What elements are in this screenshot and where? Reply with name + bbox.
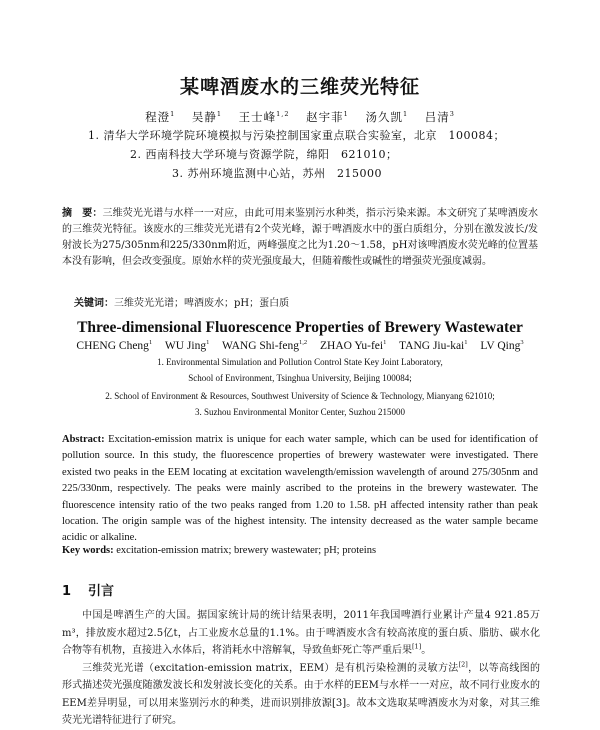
author-cn: 吴静$^1$ xyxy=(191,110,223,124)
section-title: 引言 xyxy=(88,584,115,599)
abstract-cn xyxy=(62,206,538,270)
authors-en xyxy=(0,340,600,352)
paper-title-cn: 某啤酒废水的三维荧光特征 xyxy=(179,76,420,98)
affiliation-en-2: 2. School of Environment & Resources, Southwest University of Science & Technology, Mianyang 621010; xyxy=(105,391,495,401)
affiliation-en-3: 3. Suzhou Environmental Monitor Center, Suzhou 215000 xyxy=(194,407,406,417)
keywords-cn-text: 三维荧光光谱；啤酒废水；pH；蛋白质 xyxy=(114,298,290,309)
body-paragraph: 三维荧光光谱（excitation-emission matrix，EEM）是有机污染检测的灵敏方法[2]，以等高线图的形式描述荧光强度随激发波长和发射波长变化的关系。由于水样的EEM与水样一一对应，故不同行业废水的EEM差异明显，可以用来鉴别污水的种类，进而识别排放源[3]。故本文选取某啤酒废水为对象，对其三维荧光光谱特征进行了研究。 xyxy=(62,660,541,726)
author-cn: 吕清$^3$ xyxy=(424,110,455,124)
abstract-en xyxy=(62,432,538,547)
section-number: 1 xyxy=(62,584,72,599)
author-en: WANG Shi-feng$^{1,2}$ xyxy=(222,339,308,352)
affiliation-cn-2: 2. 西南科技大学环境与资源学院，绵阳 621010； xyxy=(130,148,398,161)
abstract-en-label: Abstract: xyxy=(62,434,105,445)
body-paragraph: 中国是啤酒生产的大国。据国家统计局的统计结果表明，2011年我国啤酒行业累计产量4 921.85万m³，排放废水超过2.5亿t，占工业废水总量的1.1%。由于啤酒废水含有较高浓度的蛋白质、脂肪、碳水化合物等有机物，直接进入水体后，将消耗水中溶解氧，导致鱼虾死亡等严重后果[1]。 xyxy=(62,610,540,656)
keywords-en-text: excitation-emission matrix; brewery wastewater; pH; proteins xyxy=(116,545,377,556)
affiliation-en-1: 1. Environmental Simulation and Pollution Control State Key Joint Laboratory, xyxy=(157,357,443,367)
authors-cn xyxy=(0,109,600,125)
keywords-en-label: Key words: xyxy=(62,545,114,556)
author-en: CHENG Cheng$^1$ xyxy=(76,339,153,352)
author-en: LV Qing$^3$ xyxy=(480,339,524,352)
affiliation-cn-1: 1. 清华大学环境学院环境模拟与污染控制国家重点联合实验室，北京 100084； xyxy=(88,129,505,142)
paper-title-en: Three-dimensional Fluorescence Properties of Brewery Wastewater xyxy=(77,319,523,336)
author-en: TANG Jiu-kai$^1$ xyxy=(399,339,468,352)
author-en: WU Jing$^1$ xyxy=(164,339,210,352)
abstract-en-text: Excitation-emission matrix is unique for each water sample, which can be used for identification of pollution source. In this study, the fluorescence properties of brewery wastewater were investigated. There existed two peaks in the EEM locating at excitation wavelength/emission wavelength of around 275/305nm and 225/330nm, respectively. The peaks were mainly ascribed to the proteins in the brewery wastewater. The fluorescence intensity ratio of the two peaks ranged from 1.20 to 1.58. pH affected intensity rather than peak location. The origin sample was of the highest intensity. The intensity decreased as the water sample became acidic or alkaline. xyxy=(62,434,538,544)
affiliation-cn-3: 3. 苏州环境监测中心站，苏州 215000 xyxy=(172,167,382,180)
abstract-cn-label: 摘 要： xyxy=(62,208,103,219)
author-cn: 汤久凯$^1$ xyxy=(365,110,409,124)
affiliation-en-1b: School of Environment, Tsinghua University, Beijing 100084; xyxy=(188,373,412,383)
author-cn: 王士峰$^{1,2}$ xyxy=(238,110,290,124)
abstract-cn-text: 三维荧光光谱与水样一一对应，由此可用来鉴别污水种类，指示污染来源。本文研究了某啤酒废水的三维荧光特征。该废水的三维荧光光谱有2个荧光峰，源于啤酒废水中的蛋白质组分，分别在激发波长/发射波长为275/305nm和225/330nm附近，两峰强度之比为1.20～1.58，pH对该啤酒废水荧光峰的位置基本没有影响，但会改变强度。原始水样的荧光强度最大，但随着酸性或碱性的增强荧光强度减弱。 xyxy=(62,208,539,267)
keywords-cn xyxy=(74,294,289,309)
section-heading xyxy=(62,580,114,599)
keywords-cn-label: 关键词： xyxy=(74,298,114,309)
body-text xyxy=(62,607,540,730)
keywords-en xyxy=(62,545,376,556)
author-en: ZHAO Yu-fei$^1$ xyxy=(319,339,387,352)
author-cn: 赵宇菲$^1$ xyxy=(306,110,349,124)
author-cn: 程澄$^1$ xyxy=(145,110,176,124)
